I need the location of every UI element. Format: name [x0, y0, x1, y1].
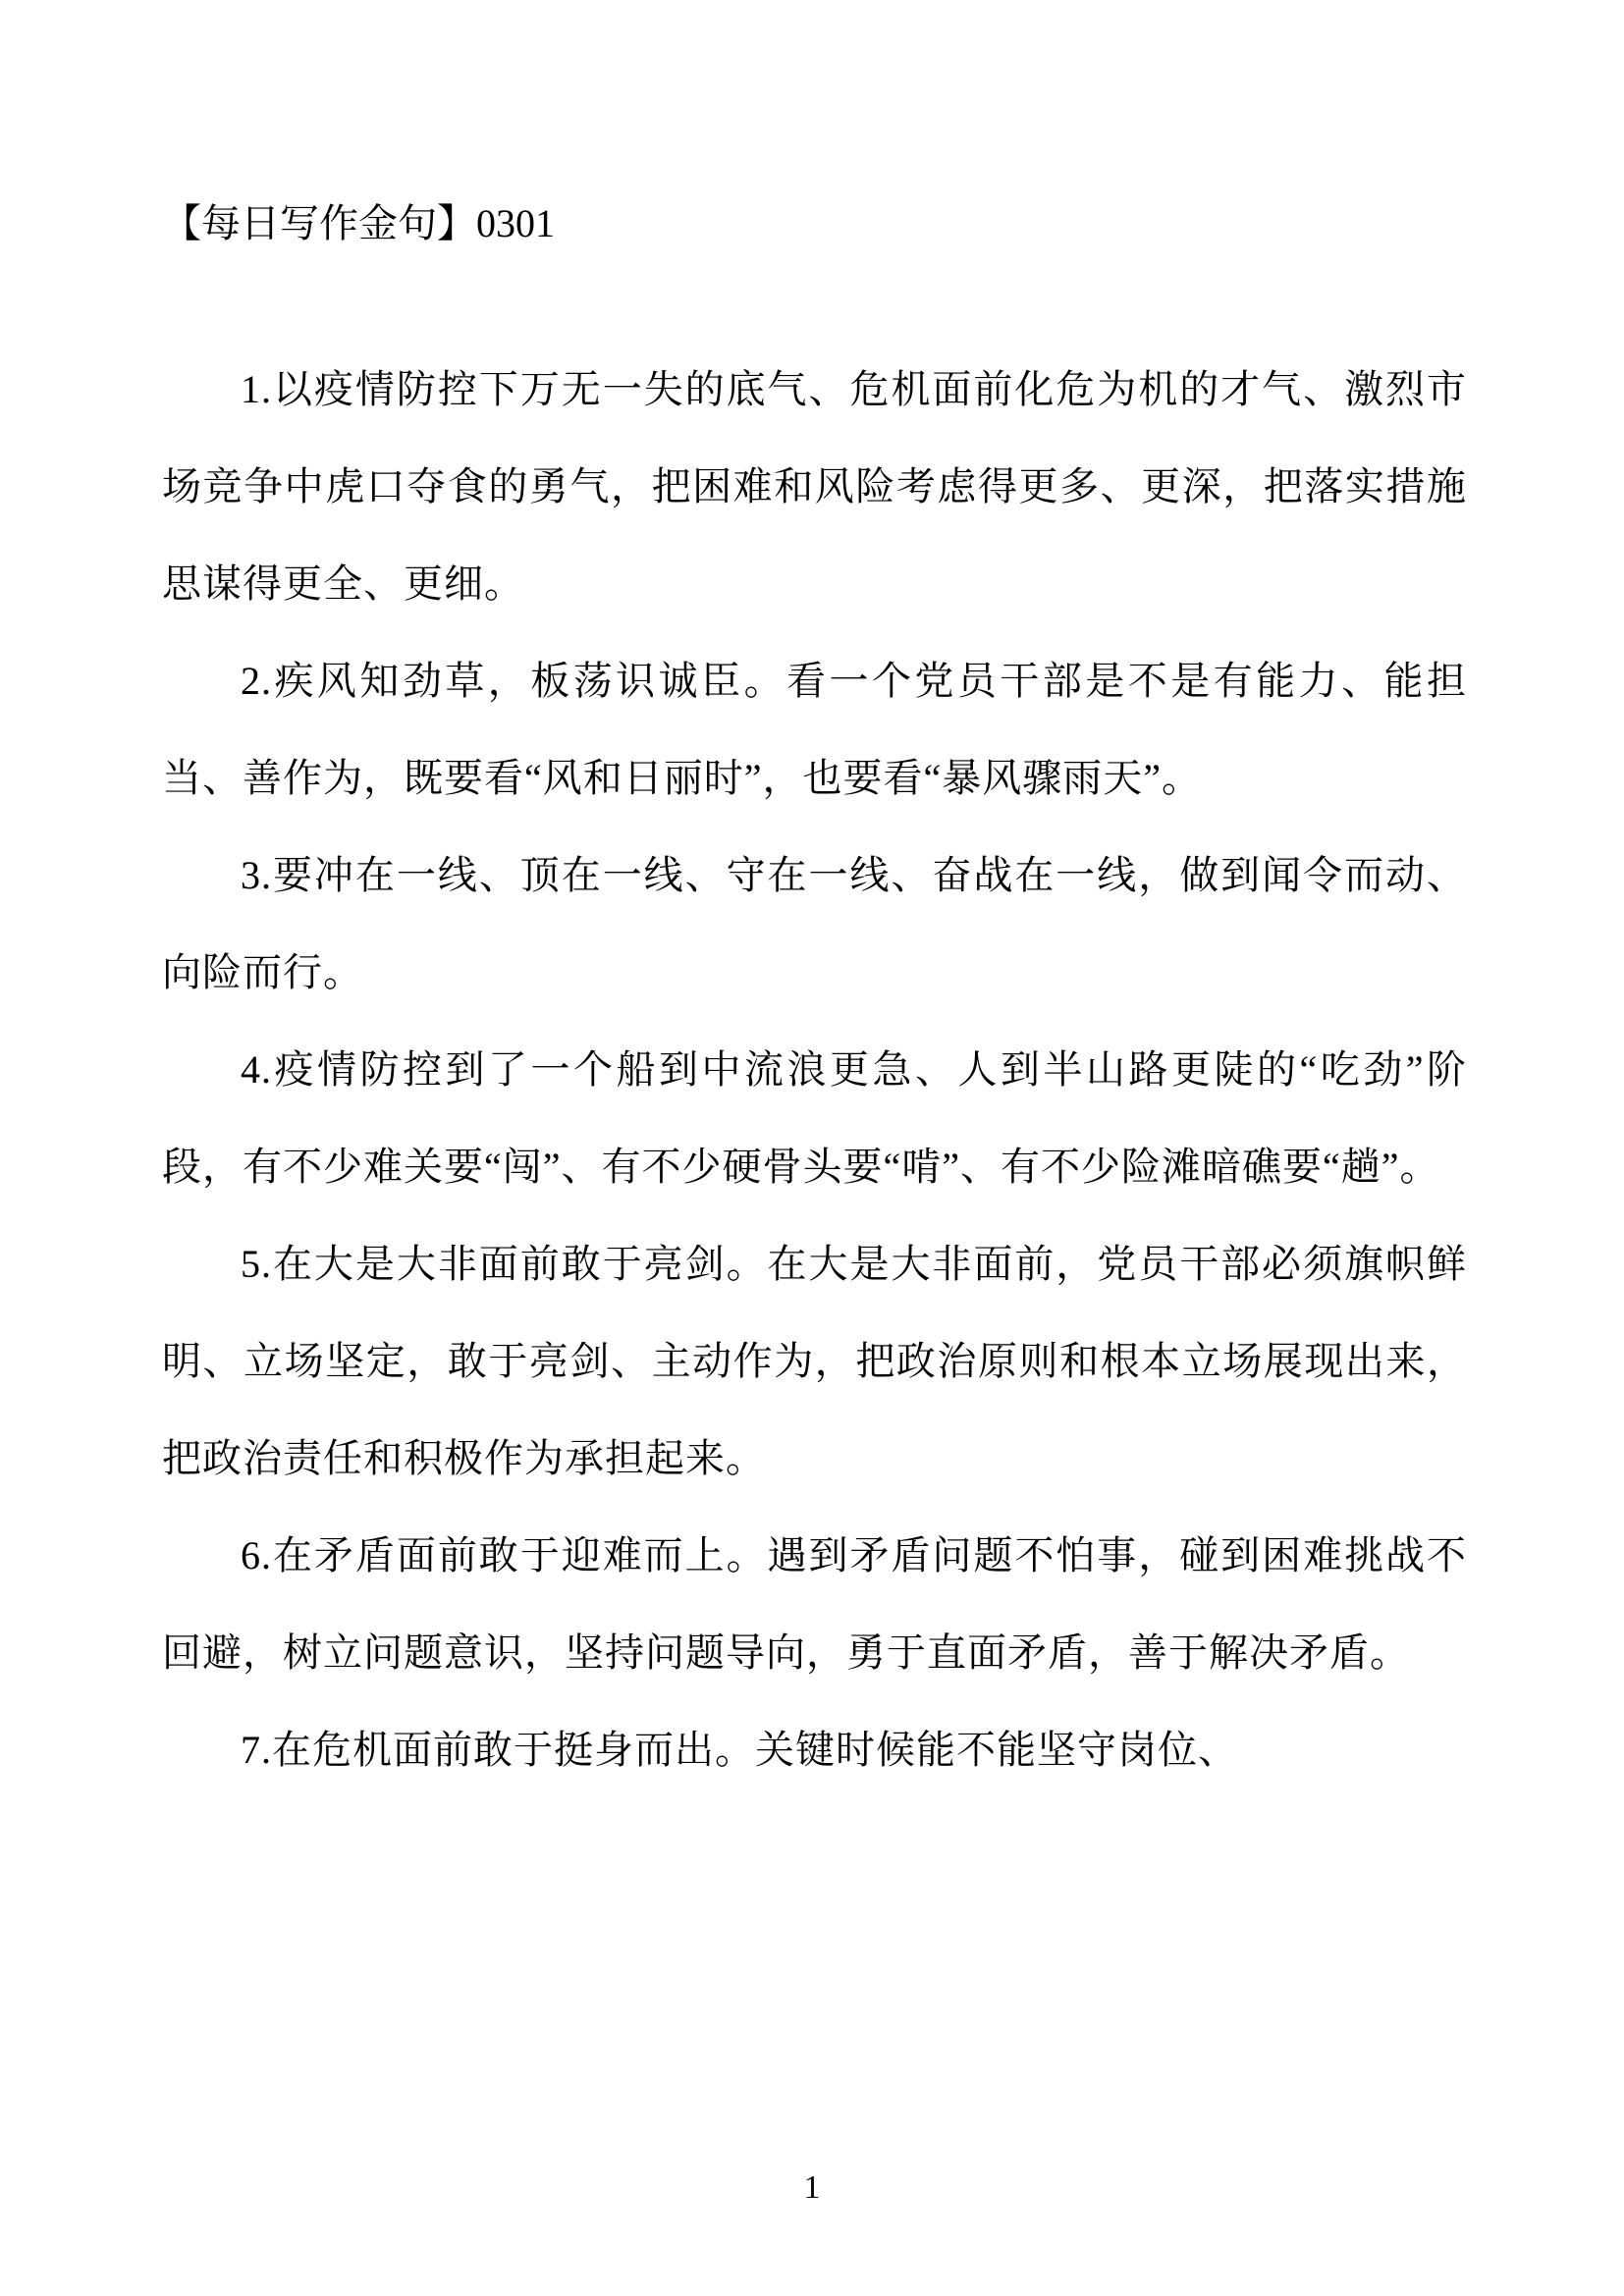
paragraph-3: 3.要冲在一线、顶在一线、守在一线、奋战在一线，做到闻令而动、向险而行。 [162, 853, 1467, 994]
paragraph-2: 2.疾风知劲草，板荡识诚臣。看一个党员干部是不是有能力、能担当、善作为，既要看“风和日丽时”，也要看“暴风骤雨天”。 [162, 659, 1467, 800]
paragraph-1: 1.以疫情防控下万无一失的底气、危机面前化危为机的才气、激烈市场竞争中虎口夺食的勇气，把困难和风险考虑得更多、更深，把落实措施思谋得更全、更细。 [162, 367, 1467, 606]
paragraph-5: 5.在大是大非面前敢于亮剑。在大是大非面前，党员干部必须旗帜鲜明、立场坚定，敢于亮剑、主动作为，把政治原则和根本立场展现出来，把政治责任和积极作为承担起来。 [162, 1242, 1467, 1480]
page-title: 【每日写作金句】0301 [162, 201, 555, 245]
paragraph-6: 6.在矛盾面前敢于迎难而上。遇到矛盾问题不怕事，碰到困难挑战不回避，树立问题意识，坚持问题导向，勇于直面矛盾，善于解决矛盾。 [162, 1533, 1467, 1675]
page-number: 1 [803, 2169, 821, 2206]
document-body [162, 341, 1467, 1798]
document-content [162, 175, 1467, 1798]
paragraph-7: 7.在危机面前敢于挺身而出。关键时候能不能坚守岗位、 [241, 1728, 1238, 1772]
paragraph-4: 4.疫情防控到了一个船到中流浪更急、人到半山路更陡的“吃劲”阶段，有不少难关要“闯”、有不少硬骨头要“啃”、有不少险滩暗礁要“趟”。 [162, 1047, 1467, 1189]
